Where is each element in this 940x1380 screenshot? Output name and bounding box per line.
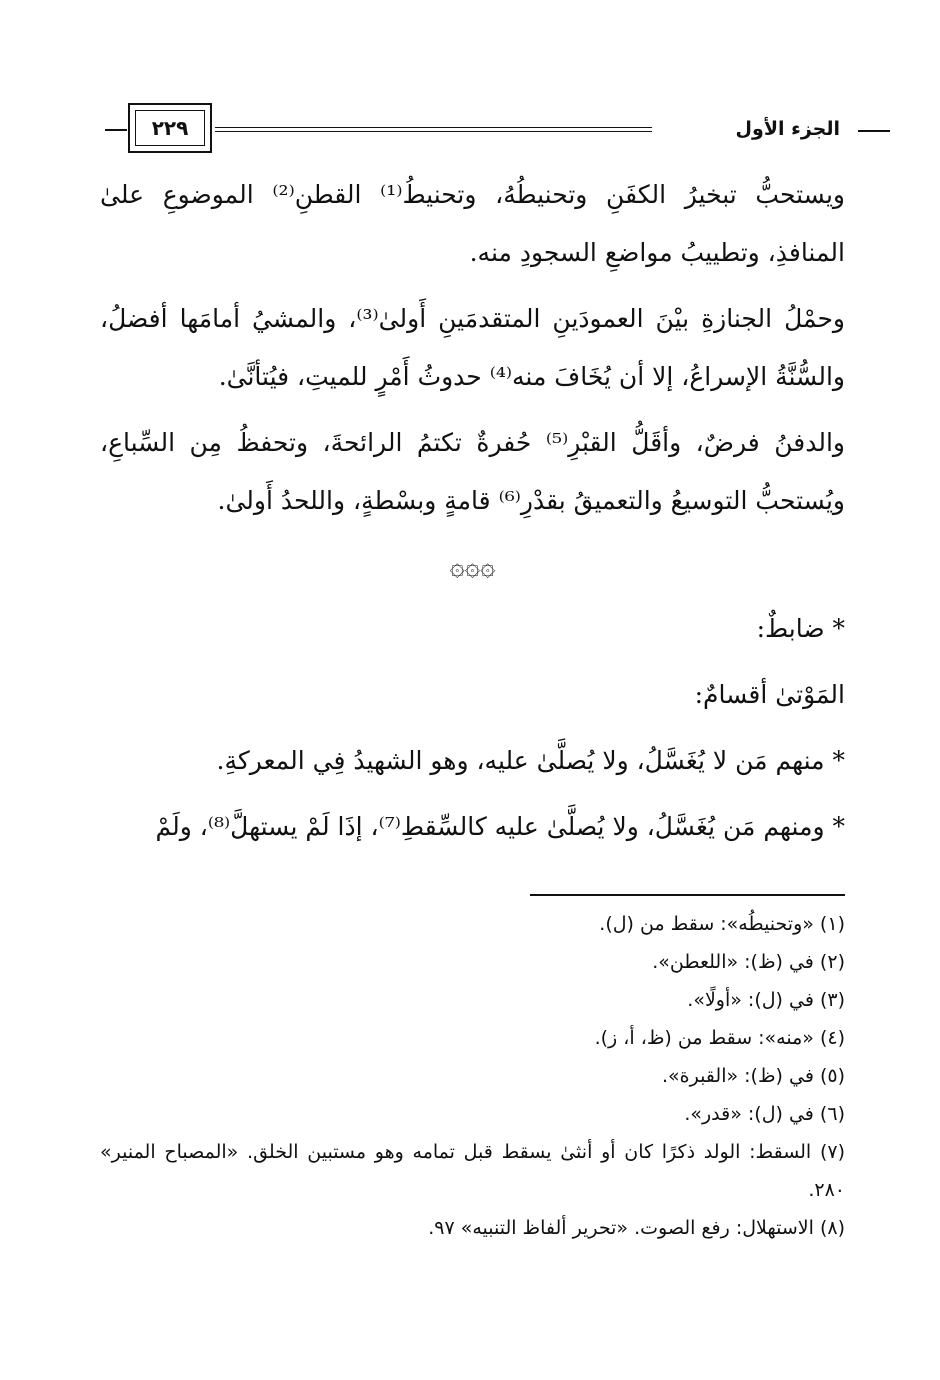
list-item-miscarried: * ومنهم مَن يُغَسَّلُ، ولا يُصلَّىٰ عليه كالسِّقطِ⁽⁷⁾، إذَا لَمْ يستهلَّ⁽⁸⁾، ولَمْ	[155, 812, 845, 841]
footnote-7: (٧) السقط: الولد ذكرًا كان أو أنثىٰ يسقط قبل تمامه وهو مستبين الخلق. «المصباح المنير» ٢٨٠.	[100, 1141, 845, 1201]
header-dash-right	[858, 130, 890, 132]
page-number-frame	[128, 103, 212, 153]
footnotes	[100, 905, 845, 1247]
header-rule-top	[215, 127, 652, 128]
header-dash-left	[105, 129, 127, 131]
footnote-6: (٦) في (ل): «قدر».	[684, 1103, 845, 1125]
footnote-8: (٨) الاستهلال: رفع الصوت. «تحرير ألفاظ التنبيه» ٩٧.	[428, 1217, 845, 1239]
footnote-5: (٥) في (ظ): «القبرة».	[661, 1065, 845, 1087]
footnote-4: (٤) «منه»: سقط من (ظ، أ، ز).	[594, 1027, 845, 1049]
footnote-divider	[530, 894, 845, 896]
paragraph-burial: والدفنُ فرضٌ، وأقَلُّ القبْرِ⁽⁵⁾ حُفرةٌ تكتمُ الرائحةَ، وتحفظُ مِن السِّباعِ، ويُستحبُّ التوسيعُ والتعميقُ بقدْرِ⁽⁶⁾ قامةٍ وبسْطةٍ، واللحدُ أَولىٰ.	[100, 428, 845, 515]
section-separator-ornament: ۞۞۞	[449, 552, 496, 582]
footnote-1: (١) «وتحنيطُه»: سقط من (ل).	[599, 913, 845, 935]
running-header-title: الجزء الأول	[735, 118, 840, 140]
page-number: ٢٢٩	[135, 110, 205, 146]
rule-heading: * ضابطٌ:	[756, 614, 845, 643]
list-item-martyr: * منهم مَن لا يُغَسَّلُ، ولا يُصلَّىٰ عليه، وهو الشهيدُ فِي المعركةِ.	[216, 746, 845, 775]
header-rule-bottom	[215, 131, 652, 132]
main-text	[100, 166, 845, 864]
footnote-2: (٢) في (ظ): «اللعطن».	[652, 951, 845, 973]
footnote-3: (٣) في (ل): «أولًا».	[687, 989, 845, 1011]
paragraph-shrouding: ويستحبُّ تبخيرُ الكفَنِ وتحنيطُهُ، وتحنيطُ⁽¹⁾ القطنِ⁽²⁾ الموضوعِ علىٰ المنافذِ، وتطييبُ مواضعِ السجودِ منه.	[100, 180, 845, 267]
types-heading: المَوْتىٰ أقسامٌ:	[694, 680, 845, 709]
paragraph-carrying-bier: وحمْلُ الجنازةِ بيْنَ العمودَينِ المتقدمَينِ أَولىٰ⁽³⁾، والمشيُ أمامَها أفضلُ، والسُّنَّةُ الإسراعُ، إلا أن يُخَافَ منه⁽⁴⁾ حدوثُ أَمْرٍ للميتِ، فيُتأنَّىٰ.	[100, 304, 846, 391]
